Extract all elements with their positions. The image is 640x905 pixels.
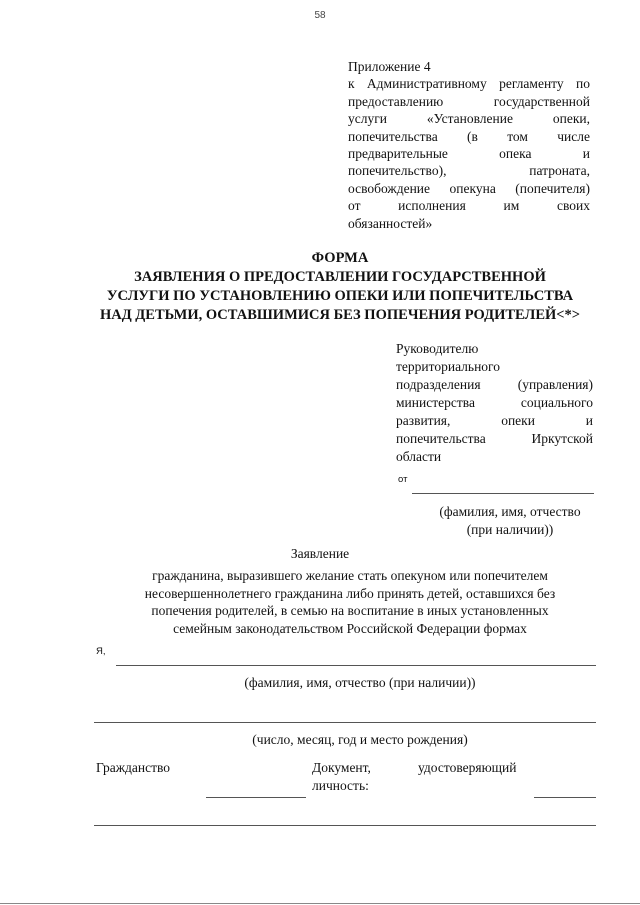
appendix-heading (348, 58, 590, 232)
from-name-field[interactable] (412, 493, 594, 494)
form-title-line: НАД ДЕТЬМИ, ОСТАВШИМИСЯ БЕЗ ПОПЕЧЕНИЯ РОДИТЕЛЕЙ<*> (99, 307, 581, 323)
form-title (60, 249, 620, 325)
appendix-line: освобождение опекуна (попечителя) (348, 180, 590, 196)
identity-document-field[interactable] (534, 797, 596, 798)
from-caption-line: (при наличии)) (466, 522, 554, 537)
form-title-line: ФОРМА (311, 250, 369, 266)
citizenship-field[interactable] (206, 797, 306, 798)
from-label: от (398, 474, 408, 485)
from-caption-line: (фамилия, имя, отчество (439, 504, 581, 519)
addressee-line: области (396, 449, 442, 464)
appendix-line: предварительные опека и (348, 146, 590, 162)
statement-title: Заявление (290, 546, 350, 561)
addressee-line: попечительства Иркутской (396, 431, 593, 446)
addressee-line: развития, опеки и (396, 413, 593, 428)
page-number: 58 (314, 10, 326, 21)
appendix-line: предоставлению государственной (348, 93, 590, 109)
appendix-line: попечительство), патроната, (348, 163, 590, 179)
statement-subtitle-line: несовершеннолетнего гражданина либо принять детей, оставшихся без (144, 585, 556, 601)
from-caption (400, 503, 620, 539)
birth-info-caption: (число, месяц, год и место рождения) (252, 732, 468, 747)
citizenship-label: Гражданство (96, 760, 171, 775)
appendix-line: к Административному регламенту по (348, 76, 590, 92)
form-title-line: ЗАЯВЛЕНИЯ О ПРЕДОСТАВЛЕНИИ ГОСУДАРСТВЕННОЙ (134, 269, 546, 285)
applicant-name-field[interactable] (116, 665, 596, 666)
birth-info-field[interactable] (94, 722, 596, 723)
identity-document-details-field[interactable] (94, 825, 596, 826)
statement-subtitle-line: гражданина, выразившего желание стать опекуном или попечителем (152, 568, 548, 583)
addressee-line: министерства социального (396, 395, 593, 410)
appendix-line: попечительства (в том числе (348, 128, 590, 144)
applicant-label: Я, (96, 646, 106, 657)
addressee-line: территориального (396, 359, 500, 374)
statement-subtitle (60, 567, 640, 637)
applicant-name-caption: (фамилия, имя, отчество (при наличии)) (244, 675, 476, 690)
identity-label: удостоверяющий (418, 760, 517, 775)
appendix-line: обязанностей» (348, 215, 433, 231)
appendix-line: Приложение 4 (348, 59, 431, 74)
appendix-line: услуги «Установление опеки, (348, 111, 590, 127)
page-bottom-rule (0, 903, 640, 904)
addressee-line: Руководителю (396, 341, 479, 356)
document-label: Документ, (312, 760, 371, 775)
document-label-continued: личность: (312, 778, 369, 793)
addressee-block (396, 340, 593, 466)
appendix-line: от исполнения им своих (348, 198, 590, 214)
statement-subtitle-line: попечения родителей, в семью на воспитание в иных установленных (151, 603, 549, 618)
statement-subtitle-line: семейным законодательством Российской Федерации формах (173, 620, 527, 636)
form-title-line: УСЛУГИ ПО УСТАНОВЛЕНИЮ ОПЕКИ ИЛИ ПОПЕЧИТЕЛЬСТВА (106, 288, 574, 304)
addressee-line: подразделения (управления) (396, 377, 593, 392)
